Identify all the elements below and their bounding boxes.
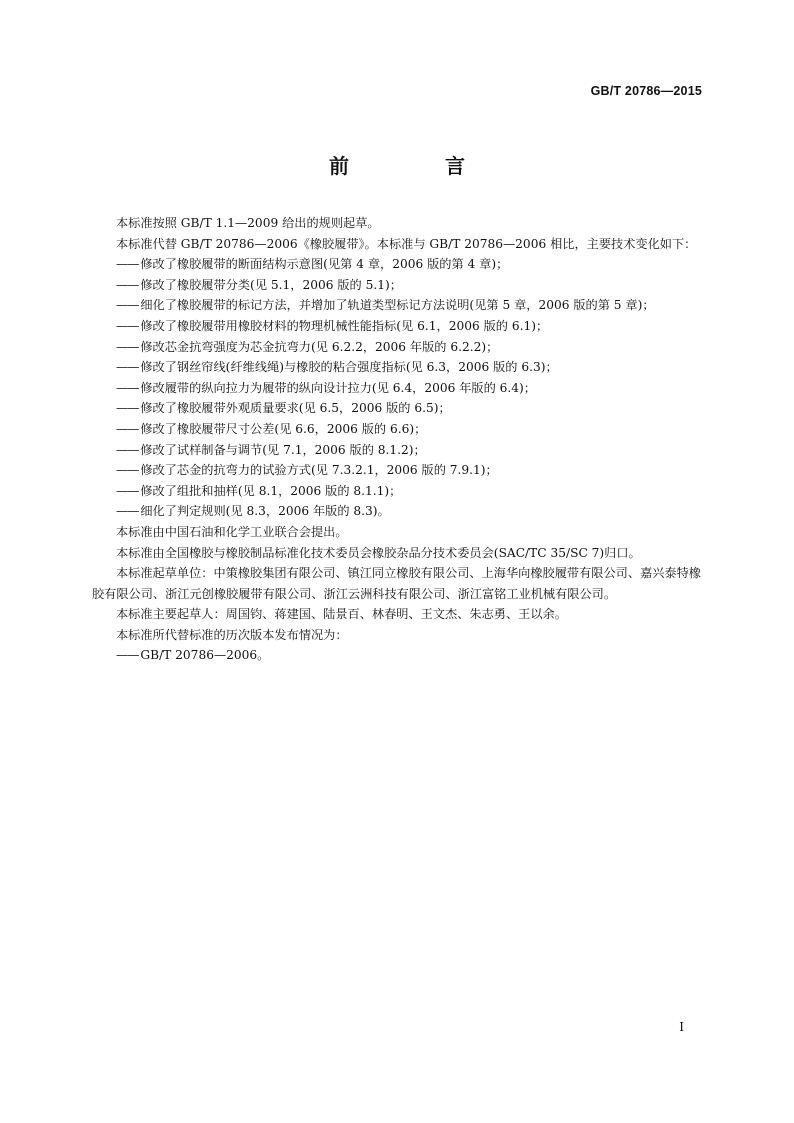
paragraph: 本标准按照 GB/T 1.1—2009 给出的规则起草。 — [116, 216, 380, 230]
dash-bullet: —— — [116, 421, 139, 436]
dash-bullet: —— — [116, 298, 139, 313]
paragraph: 本标准由全国橡胶与橡胶制品标准化技术委员会橡胶杂品分技术委员会(SAC/TC 35/SC 7)归口。 — [116, 545, 641, 560]
paragraph: 本标准起草单位：中策橡胶集团有限公司、镇江同立橡胶有限公司、上海华向橡胶履带有限公司、嘉兴泰特橡胶有限公司、浙江元创橡胶履带有限公司、浙江云洲科技有限公司、浙江富铭工业机械有限公司。 — [92, 566, 701, 601]
dash-bullet: —— — [116, 277, 139, 292]
dash-bullet: —— — [116, 504, 139, 519]
list-item-text: 细化了橡胶履带的标记方法，并增加了轨道类型标记方法说明(见第 5 章，2006 版的第 5 章)； — [140, 298, 655, 313]
list-item — [92, 645, 706, 666]
list-item-text: 修改了橡胶履带分类(见 5.1，2006 版的 5.1)； — [140, 277, 402, 292]
list-item-text: 细化了判定规则(见 8.3，2006 年版的 8.3)。 — [140, 504, 390, 519]
list-item-text: 修改了试样制备与调节(见 7.1，2006 版的 8.1.2)； — [140, 442, 426, 457]
list-item — [92, 440, 706, 461]
dash-bullet: —— — [116, 401, 139, 416]
paragraph: 本标准由中国石油和化学工业联合会提出。 — [116, 524, 348, 539]
list-item — [92, 501, 706, 522]
standard-number: GB/T 20786—2015 — [590, 84, 702, 98]
dash-bullet: —— — [116, 483, 139, 498]
list-item — [92, 460, 706, 481]
list-item — [92, 357, 706, 378]
dash-bullet: —— — [116, 257, 139, 272]
list-item-text: GB/T 20786—2006。 — [140, 648, 270, 663]
foreword-body — [92, 213, 706, 666]
list-item — [92, 481, 706, 502]
list-item — [92, 337, 706, 358]
list-item-text: 修改了芯金的抗弯力的试验方式(见 7.3.2.1，2006 版的 7.9.1)； — [140, 463, 498, 478]
list-item — [92, 275, 706, 296]
dash-bullet: —— — [116, 648, 139, 663]
page-title: 前 言 — [329, 154, 503, 178]
list-item — [92, 419, 706, 440]
list-item — [92, 316, 706, 337]
changes-list — [92, 254, 706, 522]
list-item-text: 修改了橡胶履带尺寸公差(见 6.6，2006 版的 6.6)； — [140, 421, 427, 436]
paragraph: 本标准所代替标准的历次版本发布情况为： — [116, 627, 348, 642]
list-item-text: 修改芯金抗弯强度为芯金抗弯力(见 6.2.2，2006 年版的 6.2.2)； — [140, 339, 499, 354]
list-item — [92, 295, 706, 316]
page-number: I — [679, 1020, 684, 1034]
dash-bullet: —— — [116, 442, 139, 457]
dash-bullet: —— — [116, 380, 139, 395]
dash-bullet: —— — [116, 339, 139, 354]
dash-bullet: —— — [116, 360, 139, 375]
dash-bullet: —— — [116, 463, 139, 478]
dash-bullet: —— — [116, 318, 139, 333]
list-item-text: 修改了橡胶履带外观质量要求(见 6.5，2006 版的 6.5)； — [140, 401, 451, 416]
list-item — [92, 254, 706, 275]
paragraph: 本标准主要起草人：周国钧、蒋建国、陆景百、林春明、王文杰、朱志勇、王以余。 — [116, 607, 567, 622]
list-item-text: 修改履带的纵向拉力为履带的纵向设计拉力(见 6.4，2006 年版的 6.4)； — [140, 380, 536, 395]
list-item-text: 修改了组批和抽样(见 8.1，2006 版的 8.1.1)； — [140, 483, 402, 498]
paragraph: 本标准代替 GB/T 20786—2006《橡胶履带》。本标准与 GB/T 20786—2006 相比，主要技术变化如下： — [116, 236, 697, 251]
list-item-text: 修改了橡胶履带的断面结构示意图(见第 4 章，2006 版的第 4 章)； — [140, 257, 509, 272]
list-item — [92, 378, 706, 399]
list-item — [92, 398, 706, 419]
list-item-text: 修改了橡胶履带用橡胶材料的物理机械性能指标(见 6.1，2006 版的 6.1)； — [140, 318, 549, 333]
list-item-text: 修改了钢丝帘线(纤维线绳)与橡胶的粘合强度指标(见 6.3，2006 版的 6.3)； — [140, 360, 558, 375]
